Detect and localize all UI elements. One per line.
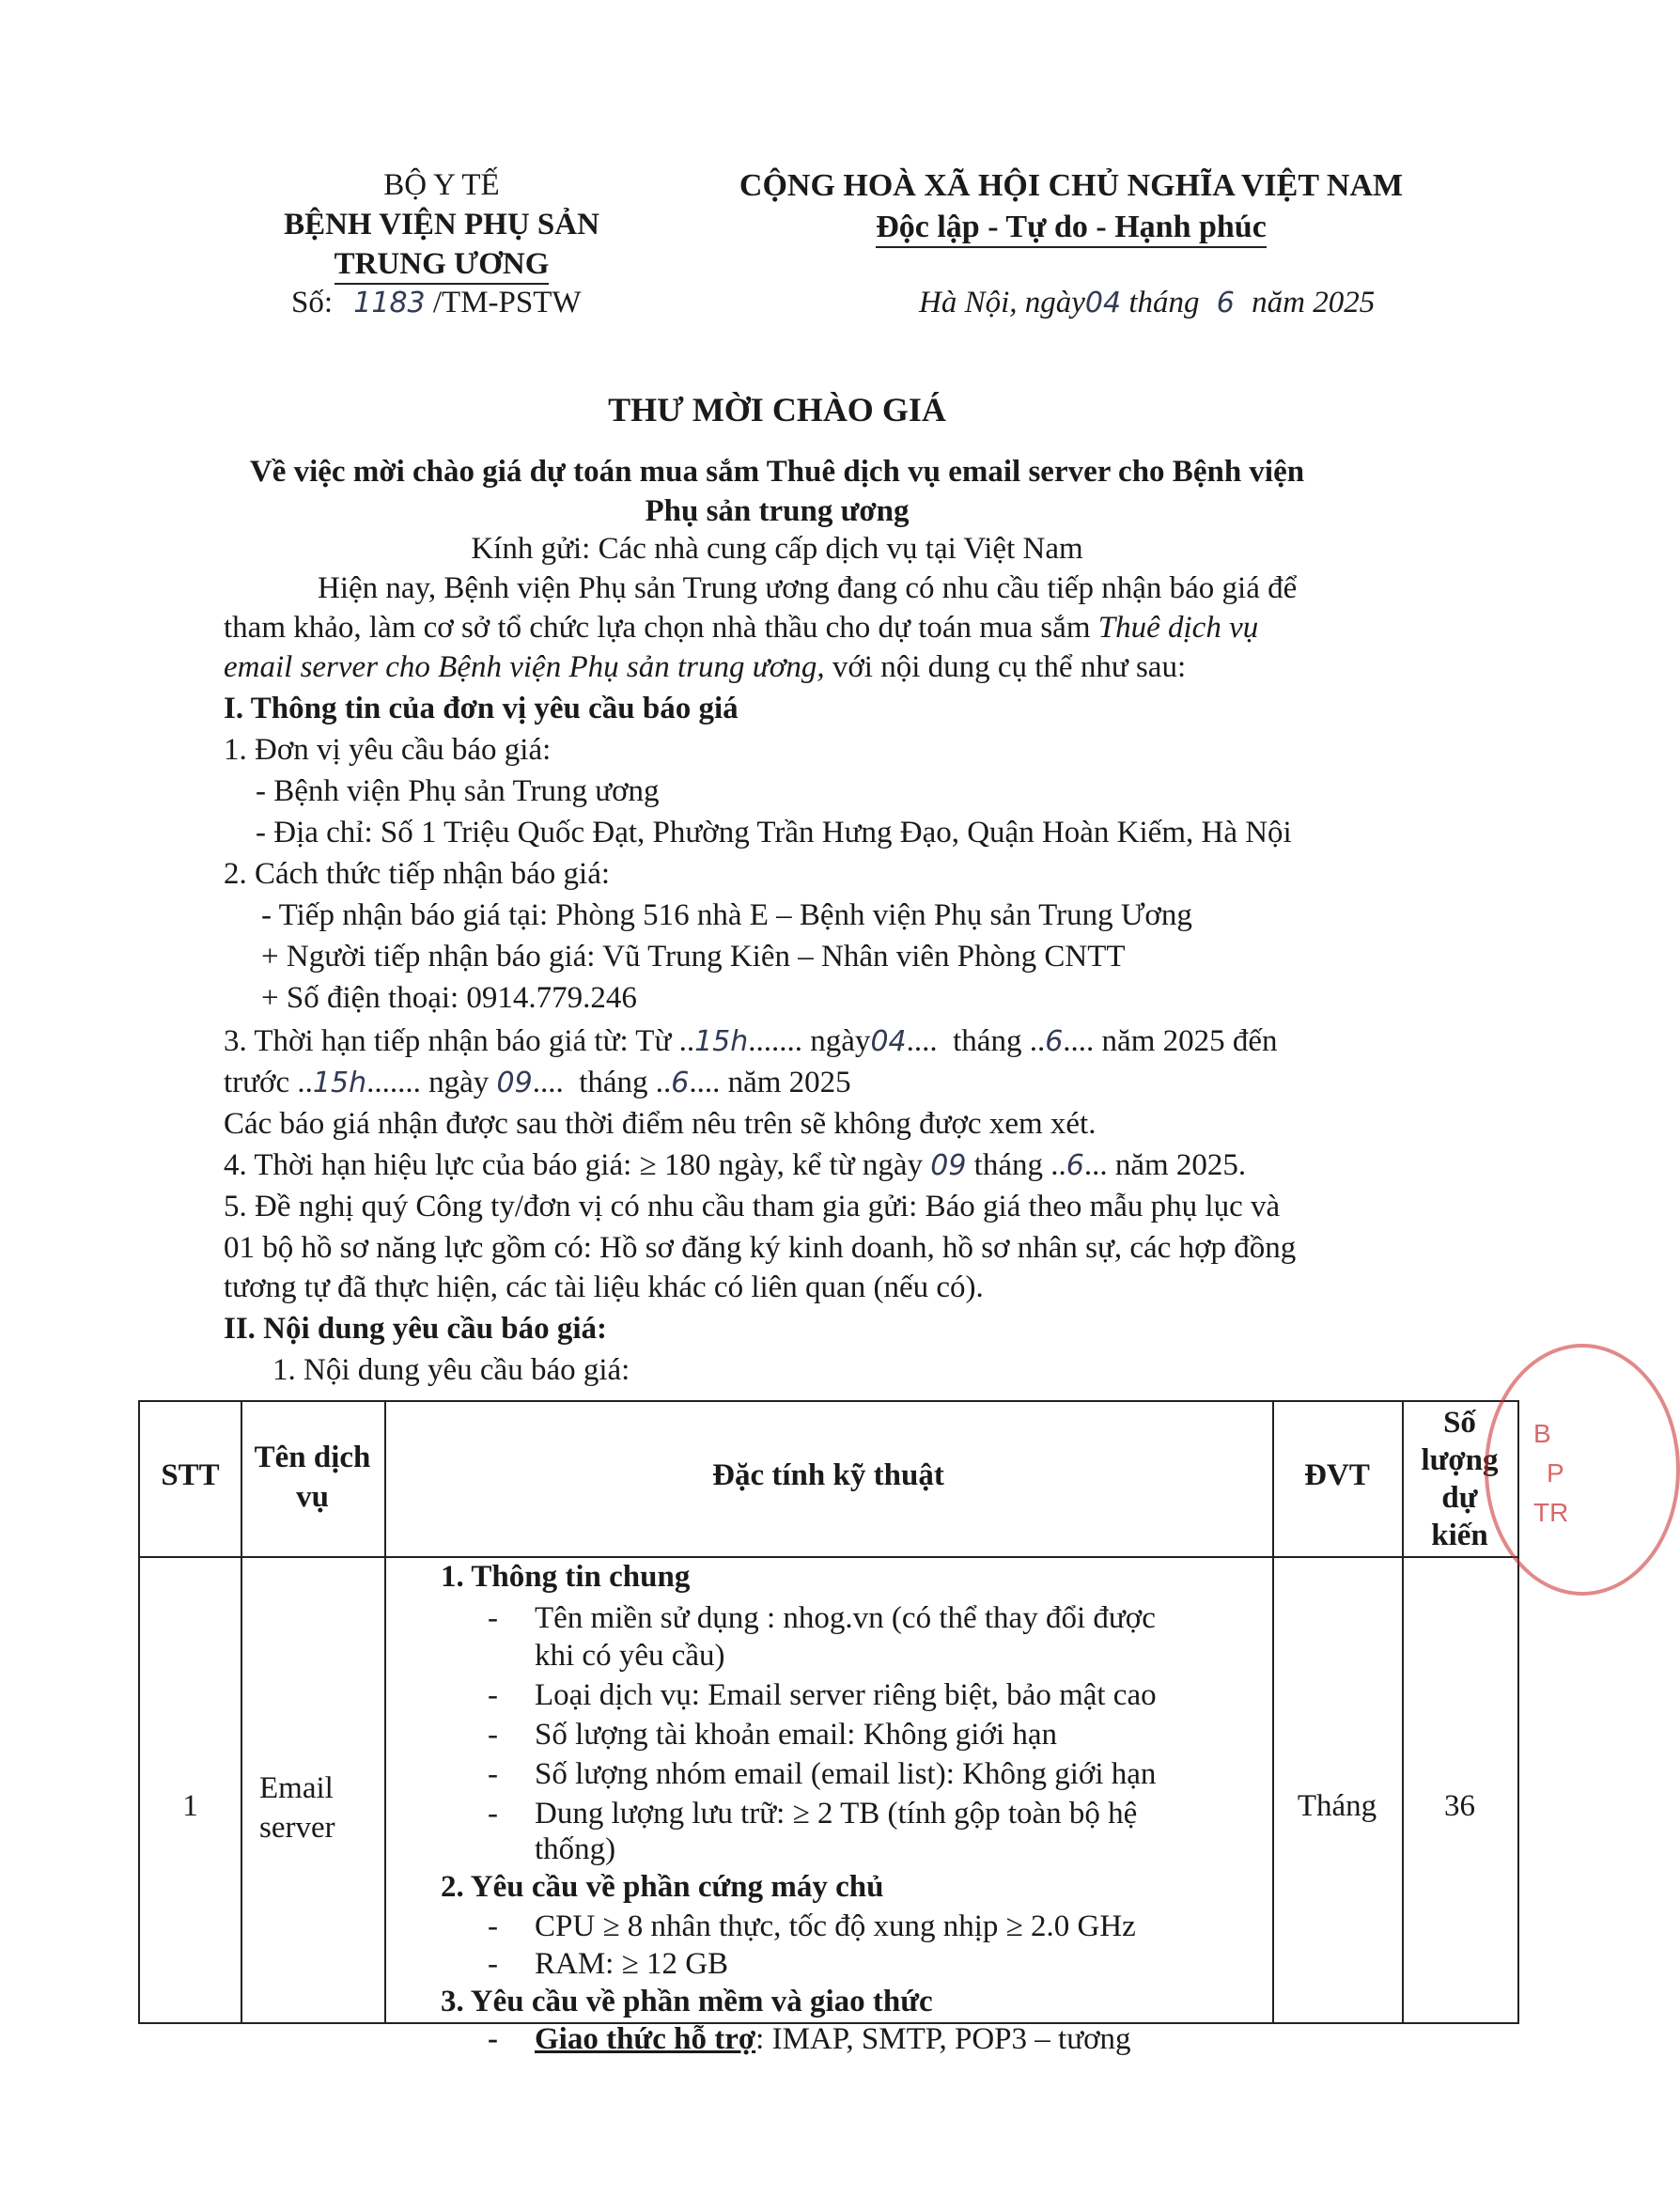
row-service: Email server xyxy=(259,1771,335,1845)
row-stt: 1 xyxy=(182,1789,198,1823)
s1-item-1a: - Bệnh viện Phụ sản Trung ương xyxy=(256,774,660,808)
ministry-name: BỘ Y TẾ xyxy=(383,168,500,202)
nation-title: CỘNG HOÀ XÃ HỘI CHỦ NGHĨA VIỆT NAM xyxy=(739,168,1404,203)
spec-domain-l2: khi có yêu cầu) xyxy=(535,1639,725,1673)
hospital-name-line2: TRUNG ƯƠNG xyxy=(254,244,630,284)
s1-item-4: 4. Thời hạn hiệu lực của báo giá: ≥ 180 ngày, kể từ ngày 09 tháng ..6... năm 2025. xyxy=(224,1148,1247,1182)
validity-month: 6 xyxy=(1066,1149,1084,1182)
bullet-dash: - xyxy=(488,1947,498,1981)
number-suffix: /TM-PSTW xyxy=(432,286,582,319)
bullet-dash: - xyxy=(488,2022,498,2056)
spec-protocols: Giao thức hỗ trợ: IMAP, SMTP, POP3 – tương xyxy=(535,2022,1131,2056)
number-prefix: Số: xyxy=(291,286,334,319)
month-to: 6 xyxy=(671,1067,690,1099)
date-month: 6 xyxy=(1216,287,1235,319)
day-to: 09 xyxy=(496,1067,533,1099)
header-unit: ĐVT xyxy=(1304,1458,1370,1492)
subject-line-2: Phụ sản trung ương xyxy=(645,494,910,528)
s1-item-2c: + Số điện thoại: 0914.779.246 xyxy=(261,981,637,1015)
s1-item-2b: + Người tiếp nhận báo giá: Vũ Trung Kiên – Nhân viên Phòng CNTT xyxy=(261,940,1126,974)
greeting: Kính gửi: Các nhà cung cấp dịch vụ tại Việt Nam xyxy=(471,532,1083,566)
day-from: 04 xyxy=(870,1025,907,1058)
motto: Độc lập - Tự do - Hạnh phúc xyxy=(695,207,1447,248)
spec-service-type: Loại dịch vụ: Email server riêng biệt, bảo mật cao xyxy=(535,1678,1157,1712)
red-seal-stamp xyxy=(1485,1344,1680,1596)
spec-storage-l2: thống) xyxy=(535,1832,616,1866)
s1-item-3: 3. Thời hạn tiếp nhận báo giá từ: Từ ..15h....... ngày04.... tháng ..6.... năm 2025 đến xyxy=(224,1024,1278,1058)
document-number xyxy=(291,286,582,320)
intro-line-3: email server cho Bệnh viện Phụ sản trung ương, với nội dung cụ thể như sau: xyxy=(224,650,1187,684)
spec-domain-l1: Tên miền sử dụng : nhog.vn (có thể thay đổi được xyxy=(535,1601,1156,1635)
spec-ram: RAM: ≥ 12 GB xyxy=(535,1947,729,1981)
row-unit: Tháng xyxy=(1297,1789,1377,1823)
intro-line-2: tham khảo, làm cơ sở tổ chức lựa chọn nhà thầu cho dự toán mua sắm Thuê dịch vụ xyxy=(224,611,1259,645)
section-2-heading: II. Nội dung yêu cầu báo giá: xyxy=(224,1312,608,1346)
hospital-name-line1: BỆNH VIỆN PHỤ SẢN xyxy=(284,208,599,242)
spec-group-1-heading: 1. Thông tin chung xyxy=(441,1560,691,1594)
bullet-dash: - xyxy=(488,1678,498,1712)
s1-item-2: 2. Cách thức tiếp nhận báo giá: xyxy=(224,857,611,891)
col-divider xyxy=(1272,1402,1274,2022)
bullet-dash: - xyxy=(488,1797,498,1831)
date-year: năm 2025 xyxy=(1252,286,1376,319)
spec-cpu: CPU ≥ 8 nhân thực, tốc độ xung nhịp ≥ 2.0 GHz xyxy=(535,1909,1136,1943)
national-header xyxy=(695,165,1447,248)
spec-group-3-heading: 3. Yêu cầu về phần mềm và giao thức xyxy=(441,1985,933,2018)
bullet-dash: - xyxy=(488,1601,498,1635)
s1-item-5-line1: 5. Đề nghị quý Công ty/đơn vị có nhu cầu tham gia gửi: Báo giá theo mẫu phụ lục và xyxy=(224,1190,1281,1223)
spec-group-2-heading: 2. Yêu cầu về phần cứng máy chủ xyxy=(441,1870,884,1904)
subject-line-1: Về việc mời chào giá dự toán mua sắm Thuê dịch vụ email server cho Bệnh viện xyxy=(249,455,1305,489)
hour-from: 15h xyxy=(694,1025,749,1058)
intro-line-1: Hiện nay, Bệnh viện Phụ sản Trung ương đang có nhu cầu tiếp nhận báo giá để xyxy=(318,571,1298,605)
section-1-heading: I. Thông tin của đơn vị yêu cầu báo giá xyxy=(224,692,739,725)
header-quantity: Số lượng dự kiến xyxy=(1421,1406,1499,1552)
bullet-dash: - xyxy=(488,1909,498,1943)
late-note: Các báo giá nhận được sau thời điểm nêu trên sẽ không được xem xét. xyxy=(224,1107,1097,1141)
s1-item-3b: trước ..15h....... ngày 09.... tháng ..6.... năm 2025 xyxy=(224,1066,851,1099)
row-quantity: 36 xyxy=(1444,1789,1475,1823)
date-month-label: tháng xyxy=(1128,286,1200,319)
header-spec: Đặc tính kỹ thuật xyxy=(712,1458,944,1492)
date-prefix: Hà Nội, ngày xyxy=(919,286,1085,319)
header-divider xyxy=(140,1556,1517,1558)
col-divider xyxy=(384,1402,386,2022)
issuer-block xyxy=(254,165,630,284)
header-service: Tên dịch vụ xyxy=(254,1441,371,1514)
hour-to: 15h xyxy=(312,1067,367,1099)
s2-item-1: 1. Nội dung yêu cầu báo giá: xyxy=(272,1353,630,1387)
spec-storage-l1: Dung lượng lưu trữ: ≥ 2 TB (tính gộp toàn bộ hệ xyxy=(535,1797,1138,1831)
bullet-dash: - xyxy=(488,1718,498,1752)
date-day: 04 xyxy=(1084,287,1122,319)
bullet-dash: - xyxy=(488,1757,498,1791)
s1-item-5-line3: tương tự đã thực hiện, các tài liệu khác có liên quan (nếu có). xyxy=(224,1270,984,1304)
document-date xyxy=(919,286,1375,320)
document-title: THƯ MỜI CHÀO GIÁ xyxy=(608,391,946,428)
s1-item-1: 1. Đơn vị yêu cầu báo giá: xyxy=(224,733,552,767)
s1-item-5-line2: 01 bộ hồ sơ năng lực gồm có: Hồ sơ đăng ký kinh doanh, hồ sơ nhân sự, các hợp đồng xyxy=(224,1231,1297,1265)
stamp-text: B P TR xyxy=(1533,1419,1569,1527)
number-handwritten: 1183 xyxy=(353,287,426,319)
header-stt: STT xyxy=(161,1458,220,1492)
s1-item-2a: - Tiếp nhận báo giá tại: Phòng 516 nhà E – Bệnh viện Phụ sản Trung Ương xyxy=(261,898,1192,932)
quote-request-table xyxy=(138,1400,1519,2056)
validity-day: 09 xyxy=(930,1149,967,1182)
month-from: 6 xyxy=(1045,1025,1064,1058)
spec-groups: Số lượng nhóm email (email list): Không giới hạn xyxy=(535,1757,1157,1791)
s1-item-1b: - Địa chỉ: Số 1 Triệu Quốc Đạt, Phường Trần Hưng Đạo, Quận Hoàn Kiếm, Hà Nội xyxy=(256,816,1292,849)
spec-accounts: Số lượng tài khoản email: Không giới hạn xyxy=(535,1718,1057,1752)
